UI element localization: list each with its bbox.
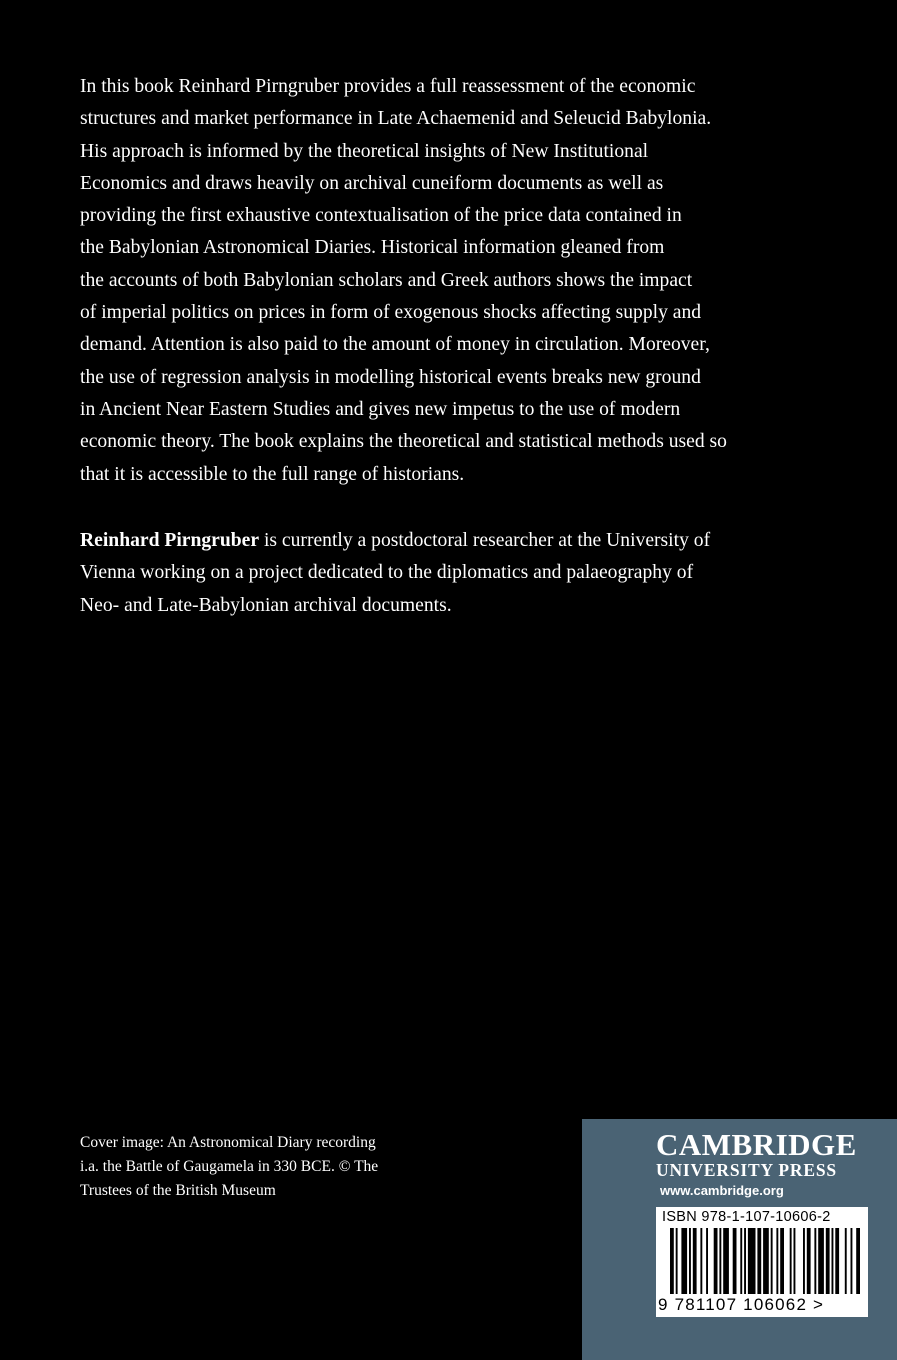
description-line: that it is accessible to the full range of historians. xyxy=(80,463,465,485)
bio-text: is currently a postdoctoral researcher at the University of xyxy=(259,530,711,551)
description-line: the accounts of both Babylonian scholars and Greek authors shows the impact xyxy=(80,269,693,291)
credit-line: Cover image: An Astronomical Diary recording xyxy=(80,1134,376,1151)
description-line: In this book Reinhard Pirngruber provides a full reassessment of the economic xyxy=(80,76,696,97)
barcode-bar xyxy=(818,1228,824,1294)
description-line: the Babylonian Astronomical Diaries. Historical information gleaned from xyxy=(80,237,665,259)
credit-line: i.a. the Battle of Gaugamela in 330 BCE. © The xyxy=(80,1158,379,1175)
barcode-bar xyxy=(790,1228,792,1294)
barcode-bar xyxy=(681,1228,687,1294)
barcode-digits: 9 781107 106062 > xyxy=(658,1295,825,1314)
barcode-bars xyxy=(660,1228,864,1296)
description-line: His approach is informed by the theoretical insights of New Institutional xyxy=(80,140,649,162)
barcode-bar xyxy=(814,1228,816,1294)
barcode-bar xyxy=(748,1228,756,1294)
cover-image-credit xyxy=(80,1131,440,1203)
bio-line: Neo- and Late-Babylonian archival documents. xyxy=(80,594,452,616)
description-line: in Ancient Near Eastern Studies and gives new impetus to the use of modern xyxy=(80,398,681,420)
publisher-url: www.cambridge.org xyxy=(660,1183,784,1198)
barcode-bar xyxy=(676,1228,678,1294)
barcode-bar xyxy=(835,1228,839,1294)
barcode-bar xyxy=(689,1228,691,1294)
publisher-panel xyxy=(582,1119,897,1360)
barcode-bar xyxy=(851,1228,853,1294)
isbn-label: ISBN 978-1-107-10606-2 xyxy=(662,1209,831,1225)
barcode-bar xyxy=(845,1228,847,1294)
barcode-bar xyxy=(670,1228,674,1294)
barcode-bar xyxy=(719,1228,721,1294)
barcode-bar xyxy=(744,1228,746,1294)
description-line: the use of regression analysis in modelling historical events breaks new ground xyxy=(80,366,701,388)
barcode-bar xyxy=(826,1228,830,1294)
barcode-bar xyxy=(856,1228,860,1294)
isbn-barcode xyxy=(656,1207,868,1317)
barcode-bar xyxy=(794,1228,796,1294)
barcode-bar xyxy=(700,1228,702,1294)
barcode-bar xyxy=(763,1228,769,1294)
barcode-bar xyxy=(832,1228,834,1294)
barcode-bar xyxy=(723,1228,729,1294)
publisher-logo-subtitle: UNIVERSITY PRESS xyxy=(656,1160,837,1180)
barcode-bar xyxy=(740,1228,742,1294)
description-line: economic theory. The book explains the theoretical and statistical methods used so xyxy=(80,431,727,453)
description-line: structures and market performance in Late Achaemenid and Seleucid Babylonia. xyxy=(80,108,712,130)
barcode-bar xyxy=(693,1228,697,1294)
barcode-bar xyxy=(757,1228,761,1294)
book-description xyxy=(80,71,780,491)
description-line: of imperial politics on prices in form of exogenous shocks affecting supply and xyxy=(80,302,702,324)
barcode-bar xyxy=(780,1228,784,1294)
author-bio xyxy=(80,525,780,622)
description-line: providing the first exhaustive contextualisation of the price data contained in xyxy=(80,205,682,227)
author-name: Reinhard Pirngruber xyxy=(80,530,260,551)
barcode-bar xyxy=(771,1228,773,1294)
bio-line xyxy=(80,525,780,557)
publisher-logo-name: CAMBRIDGE xyxy=(656,1127,857,1162)
description-line: demand. Attention is also paid to the amount of money in circulation. Moreover, xyxy=(80,334,710,356)
barcode-bar xyxy=(807,1228,811,1294)
credit-line: Trustees of the British Museum xyxy=(80,1182,276,1199)
barcode-bar xyxy=(714,1228,718,1294)
description-line: Economics and draws heavily on archival cuneiform documents as well as xyxy=(80,172,664,194)
barcode-bar xyxy=(776,1228,778,1294)
barcode-bar xyxy=(803,1228,805,1294)
barcode-bar xyxy=(706,1228,708,1294)
bio-line: Vienna working on a project dedicated to the diplomatics and palaeography of xyxy=(80,562,694,584)
barcode-bar xyxy=(733,1228,737,1294)
